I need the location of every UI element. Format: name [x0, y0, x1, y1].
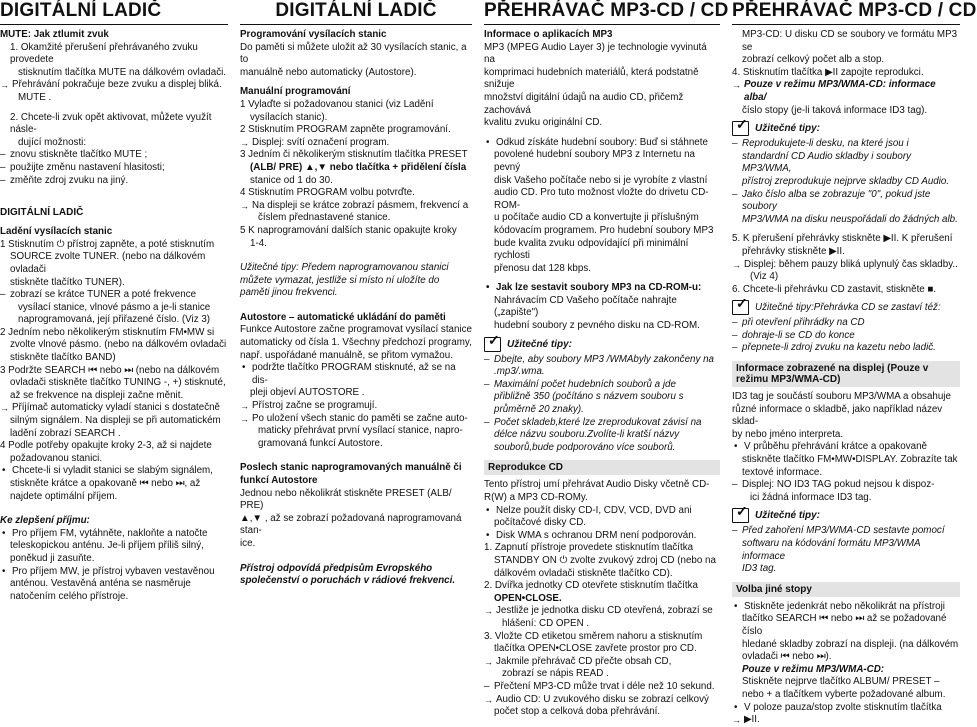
text-line: → Audio CD: U zvukového disku se zobrazí celkový: [484, 694, 720, 707]
text-line: ice.: [240, 537, 256, 549]
text-line: stiskněte tlačítko BAND): [10, 352, 116, 364]
text-line: • podržte tlačítko PROGRAM stisknuté, až se na dis-: [240, 362, 472, 387]
text-line: • Chcete-li si vyladit stanici se slabým signálem,: [0, 465, 228, 478]
text-line: vysílacích stanic).: [250, 111, 328, 123]
text-line: pleji objeví AUTOSTORE .: [250, 387, 365, 399]
text-line: 2 Stisknutím PROGRAM zapněte programování.: [240, 124, 451, 136]
text-line: SOURCE zvolte TUNER. (nebo na dálkovém ovladači: [10, 251, 206, 275]
text-line: (ALB/ PRE) ▲,▼ nebo tlačítka + přidělení čísla: [250, 161, 467, 173]
text-line: hudební soubory z pevného disku na CD-ROM.: [494, 320, 700, 332]
text-line: 1-4.: [250, 237, 267, 249]
text-line: zobrazí celkový počet alb a stop.: [742, 54, 885, 66]
text-line: tlačítka OPEN•CLOSE zavřete prostor pro CD.: [494, 643, 697, 655]
subsection-title: Informace o aplikacích MP3: [484, 29, 613, 40]
text-line: délce názvu souboru.Zvolíte-li kratší názvy: [494, 429, 680, 441]
checkmark-icon: [732, 300, 749, 315]
column-2: [240, 0, 472, 679]
text-line: kódovacím programem. Pro hudební soubory MP3: [494, 224, 714, 236]
text-line: – dohraje-li se CD do konce: [732, 330, 960, 343]
tips-heading: [732, 508, 960, 523]
note-title: Přístroj odpovídá předpisům Evropského společenství o poruchách v rádiové frekvenci.: [240, 562, 456, 587]
text-line: ovladači ⏮ nebo ⏭).: [742, 651, 832, 663]
text-line: automaticky od čísla 1. Všechny předchozí programy,: [240, 337, 472, 349]
text-line: 1. Okamžité přerušení přehrávaného zvuku provedete: [10, 41, 198, 66]
section-header: PŘEHRÁVAČ MP3-CD / CD: [484, 0, 729, 21]
text-line: .mp3/.wma.: [494, 366, 545, 378]
header-rule: [0, 24, 228, 25]
text-line: bude kvalita zvuku odpovídající při minimální rychlosti: [494, 237, 689, 262]
text-line: – zobrazí se krátce TUNER a poté frekvence: [0, 289, 228, 302]
text-line: 5. K přerušení přehrávky stiskněte ▶II. K přerušení: [732, 233, 953, 245]
text-line: 4 Podle potřeby opakujte kroky 2-3, až si najdete: [0, 440, 212, 452]
header-rule: [484, 24, 720, 25]
text-line: – změňte zdroj zvuku na jiný.: [0, 175, 228, 188]
text-line: → ▶II.: [732, 714, 960, 727]
text-line: disk Vašeho počítače nebo si je vyrobíte z vlastní: [494, 174, 708, 186]
text-line: 2 Jedním nebo několikerým stisknutím FM•MW si: [0, 326, 215, 338]
subsection-title: Programování vysílacích stanic: [240, 29, 387, 40]
text-line: stisknutím tlačítka MUTE na dálkovém ovladači.: [18, 66, 226, 78]
text-line: – Počet skladeb,které lze zreprodukovat závisí na: [484, 417, 720, 430]
text-line: – Maximální počet hudebních souborů a jde: [484, 379, 720, 392]
text-line: MUTE .: [18, 91, 52, 103]
text-line: • Disk WMA s ochranou DRM není podporován.: [484, 530, 720, 543]
text-line: číslem přednastavené stanice.: [258, 212, 391, 224]
text-line: • Nelze použít disky CD-I, CDV, VCD, DVD ani: [484, 505, 720, 518]
text-line: 4. Stisknutím tlačítka ▶II zapojte reprodukci.: [732, 66, 924, 78]
text-line: Stiskněte nejprve tlačítko ALBUM/ PRESET –: [742, 676, 940, 688]
text-line: najdete optimální příjem.: [10, 490, 118, 502]
text-line: – při otevření přihrádky na CD: [732, 317, 960, 330]
text-line: → Po uložení všech stanic do paměti se začne auto-: [240, 413, 472, 426]
text-line: softwaru na kódování formátu MP3/WMA informace: [742, 538, 921, 562]
text-line: → Jestliže je jednotka disku CD otevřená, zobrazí se: [484, 605, 720, 618]
text-line: 2. Chcete-li zvuk opět aktivovat, můžete využít násle-: [10, 111, 212, 136]
checkmark-icon: [732, 508, 749, 523]
text-line: zobrazí se nápis READ .: [502, 668, 609, 680]
text-line: → Jakmile přehrávač CD přečte obsah CD,: [484, 656, 720, 669]
column-3: [484, 0, 729, 718]
text-line: kvalitu zvuku originální CD.: [484, 117, 603, 129]
text-line: stiskněte tlačítko FM•MW•DISPLAY. Zobrazíte tak: [742, 454, 958, 466]
text-line: anténou. Vestavěná anténa se nasměruje: [10, 578, 191, 590]
header-rule: [732, 24, 960, 25]
text-line: číslo stopy (je-li taková informace ID3 tag).: [742, 104, 928, 116]
text-line: – Přečtení MP3-CD může trvat i déle než 10 sekund.: [484, 681, 720, 694]
text-line: různé informace o skladbě, jako například název sklad-: [732, 403, 943, 428]
text-line: • V průběhu přehrávání krátce a opakovaně: [732, 441, 960, 454]
text-line: Jednou nebo několikrát stiskněte PRESET (ALB/ PRE): [240, 487, 452, 512]
text-line: • Pro příjem FM, vytáhněte, nakloňte a natočte: [0, 528, 228, 541]
subsection-title: Poslech stanic naprogramovaných manuálně či funkcí Autostore: [240, 462, 462, 486]
text-line: R(W) a MP3 CD-ROMy.: [484, 492, 588, 503]
text-line: množství digitální údajů na audio CD, přičemž zachovává: [484, 91, 684, 116]
text-line: – použijte změnu nastavení hlasitosti;: [0, 162, 228, 175]
text-line: vysílací stanice, vlnové pásmo a je-li stanice: [18, 301, 211, 313]
text-line: textové informace.: [742, 466, 823, 478]
subsection-title: Autostore – automatické ukládání do paměti: [240, 311, 446, 323]
text-line: → Přístroj začne se programují.: [240, 400, 472, 413]
header-rule: [240, 24, 472, 25]
section-box-title: Volba jiné stopy: [732, 582, 960, 597]
text-line: např. uspořádané manuálně, se přitom vymažou.: [240, 349, 453, 361]
text-line: Užitečné tipy: Předem naprogramovanou stanici: [240, 262, 449, 274]
text-line: povolené hudební soubory MP3 z Internetu na pevný: [494, 149, 695, 173]
text-line: • Pro příjem MW, je přístroj vybaven vestavěnou: [0, 566, 228, 579]
section-header: PŘEHRÁVAČ MP3-CD / CD: [732, 0, 977, 21]
tips-label: Užitečné tipy:Přehrávka CD se zastaví též:: [755, 302, 941, 314]
text-line: ▲,▼ , až se zobrazí požadovaná naprogramovaná stan-: [240, 512, 462, 537]
text-line: 3 Podržte SEARCH ⏮ nebo ⏭ (nebo na dálkovém: [0, 364, 220, 376]
text-line: paměti jinou frekvenci.: [240, 287, 338, 299]
text-line: • Odkud získáte hudební soubory: Buď si stáhnete: [484, 137, 720, 150]
text-line: 1. Zapnutí přístroje provedete stisknutím tlačítka: [484, 542, 694, 554]
text-line: požadovanou stanici.: [10, 452, 103, 464]
text-line: – Reprodukujete-li desku, na které jsou i: [732, 138, 960, 151]
section-title: DIGITÁLNÍ LADIČ: [0, 207, 84, 219]
text-line: naprogramovaná, její přiřazené číslo. (Viz 3): [18, 314, 211, 326]
text-line: přístroj zreprodukuje nejprve skladby CD Audio.: [742, 175, 950, 187]
tips-heading: [484, 337, 720, 352]
text-line: dálkovém ovladači stiskněte tlačítko CD).: [494, 567, 673, 579]
text-line: → Pouze v režimu MP3/WMA-CD: informace alba/: [732, 79, 960, 104]
text-line: – Dbejte, aby soubory MP3 /WMAbyly zakončeny na: [484, 354, 720, 367]
text-line: hledané skladby zobrazí na displeji. (na dálkovém: [742, 638, 959, 650]
subsection-title: Ladění vysílacích stanic: [0, 226, 113, 238]
text-line: 3 Jedním či několikerým stisknutím tlačítka PRESET: [240, 149, 468, 161]
text-line: silným signálem. Na displeji se při automatickém: [10, 415, 221, 427]
text-line: • V poloze pauza/stop zvolte stisknutím tlačítka: [732, 702, 960, 715]
text-line: 3. Vložte CD etiketou směrem nahoru a stisknutím: [484, 630, 703, 642]
text-line: natočením celého přístroje.: [10, 590, 129, 602]
text-line: průměrně 20 znaky).: [494, 404, 584, 416]
checkmark-icon: [484, 337, 501, 352]
text-line: komprimaci hudebních materiálů, která podstatně snižuje: [484, 66, 699, 91]
text-line: audio CD. Pro tuto možnost vložte do drivetu CD-ROM-: [494, 187, 709, 211]
section-header: DIGITÁLNÍ LADIČ: [275, 0, 437, 21]
text-line: přenosu dat 128 kbps.: [494, 262, 591, 274]
column-1: [0, 0, 228, 679]
text-line: → Displej: během pauzy bliká uplynulý čas skladby..: [732, 259, 960, 272]
tips-label: Užitečné tipy:: [755, 510, 821, 522]
text-line: poněkud ji zasuňte.: [10, 552, 95, 564]
text-line: Funkce Autostore začne programovat vysílací stanice: [240, 324, 472, 336]
text-line: 2. Dvířka jednotky CD otevřete stisknutím tlačítka: [484, 580, 698, 592]
text-line: zvolte vlnové pásmo. (nebo na dálkovém ovladači: [10, 339, 227, 351]
text-line: tlačítko SEARCH ⏮ nebo ⏭ až se požadované číslo: [742, 613, 947, 637]
text-line: souborů,bude podporováno více souborů.: [494, 441, 676, 453]
text-line: OPEN•CLOSE.: [494, 592, 562, 604]
tips-label: Užitečné tipy:: [507, 338, 573, 350]
text-line: stiskněte krátce a opakovaně ⏮ nebo ⏭, až: [10, 478, 201, 489]
text-line: přehrávky stiskněte ▶II.: [742, 245, 845, 257]
text-line: → Přehrávání pokračuje beze zvuku a displej bliká.: [0, 79, 228, 92]
text-line: Tento přístroj umí přehrávat Audio Disky včetně CD-: [484, 479, 710, 491]
text-line: teleskopickou anténu. Je-li příjem příliš silný,: [10, 540, 204, 552]
section-box-title: Reprodukce CD: [484, 460, 720, 475]
text-line: – Jako číslo alba se zobrazuje "0", pokud jste soubory: [732, 189, 960, 214]
text-line: MP3-CD: U disku CD se soubory ve formátu MP3 se: [742, 29, 958, 53]
text-line: → Displej: svítí označení program.: [240, 137, 472, 150]
text-line: 5 K naprogramování dalších stanic opakujte kroky: [240, 224, 457, 236]
text-line: počet stop a celková doba přehrávání.: [494, 706, 661, 718]
text-line: nebo + a tlačítkem vyberte požadované album.: [742, 688, 946, 700]
checkmark-icon: [732, 121, 749, 136]
text-line: 6. Chcete-li přehrávku CD zastavit, stiskněte ■.: [732, 283, 937, 295]
text-line: standardní CD Audio skladby i soubory MP3/WMA,: [742, 150, 911, 175]
text-line: stiskněte tlačítko TUNER).: [10, 276, 125, 288]
text-line: hlášení: CD OPEN .: [502, 617, 590, 629]
text-line: ID3 tag je součástí souboru MP3/WMA a obsahuje: [732, 391, 951, 403]
text-line: manuálně nebo automaticky (Autostore).: [240, 66, 417, 78]
tips-label: Užitečné tipy:: [755, 123, 821, 135]
text-line: (Viz 4): [750, 271, 779, 283]
text-line: Pouze v režimu MP3/WMA-CD:: [742, 663, 885, 675]
tips-heading: [732, 300, 960, 315]
text-line: → Příjímač automaticky vyladí stanici s dostatečně: [0, 402, 228, 415]
text-line: 1 Stisknutím ⏻ přístroj zapněte, a poté stisknutím: [0, 238, 215, 250]
text-line: – přepnete-li zdroj zvuku na kazetu nebo ladič.: [732, 342, 960, 355]
text-line: MP3 (MPEG Audio Layer 3) je technologie vyvinutá na: [484, 41, 707, 66]
text-line: ID3 tag.: [742, 563, 777, 575]
text-line: až se frekvence na displeji začne měnit.: [10, 389, 184, 401]
tips-title: Ke zlepšení příjmu:: [0, 515, 90, 527]
text-line: STANDBY ON ⏻ zvolte zvukový zdroj CD (nebo na: [494, 554, 716, 566]
subsection-title: Manuální programování: [240, 86, 351, 98]
text-line: můžete vymazat, jestliže si místo ní uložíte do: [240, 274, 440, 286]
tips-heading: [732, 121, 960, 136]
text-line: • Jak lze sestavit soubory MP3 na CD-ROM-u:: [484, 282, 720, 295]
text-line: dující možnosti:: [18, 136, 87, 148]
text-line: MP3/WMA na disku neuspořádali do žádných alb.: [742, 213, 958, 225]
text-line: ovladači stiskněte tlačítko TUNING -, +) stisknuté,: [10, 377, 226, 389]
text-line: – Před zahoření MP3/WMA-CD sestavte pomocí: [732, 525, 960, 538]
text-line: – Displej: NO ID3 TAG pokud nejsou k dispoz-: [732, 479, 960, 492]
section-box-title: Informace zobrazené na displej (Pouze v režimu MP3/WMA-CD): [732, 361, 960, 387]
text-line: Nahrávacím CD Vašeho počítače nahrajte („zapište"): [494, 294, 677, 319]
section-header: DIGITÁLNÍ LADIČ: [0, 0, 162, 21]
column-4: [732, 0, 977, 726]
text-line: stanice od 1 do 30.: [250, 174, 333, 186]
text-line: 1 Vylaďte si požadovanou stanici (viz Ladění: [240, 98, 434, 110]
text-line: → Na displeji se krátce zobrazí pásmem, frekvencí a: [240, 200, 472, 213]
text-line: počítačové disky CD.: [494, 517, 587, 529]
text-line: u počítače audio CD a konvertujte ji příslušným: [494, 212, 699, 224]
mute-title: MUTE: Jak ztlumit zvuk: [0, 29, 109, 40]
text-line: přibližně 350 (počítáno s názvem souboru s: [494, 391, 684, 403]
text-line: Do paměti si můžete uložit až 30 vysílacích stanic, a to: [240, 41, 467, 66]
text-line: 4 Stisknutím PROGRAM volbu potvrďte.: [240, 187, 415, 199]
text-line: gramovaná funkcí Autostore.: [258, 437, 383, 449]
text-line: – znovu stiskněte tlačítko MUTE ;: [0, 149, 228, 162]
text-line: by nebo jméno interpreta.: [732, 428, 844, 440]
text-line: maticky přehrávat první vysílací stanice, napro-: [258, 425, 463, 437]
text-line: ici žádná informace ID3 tag.: [750, 491, 872, 503]
text-line: • Stiskněte jedenkrát nebo několikrát na přístroji: [732, 601, 960, 614]
text-line: ladění zobrazí SEARCH .: [10, 427, 121, 439]
